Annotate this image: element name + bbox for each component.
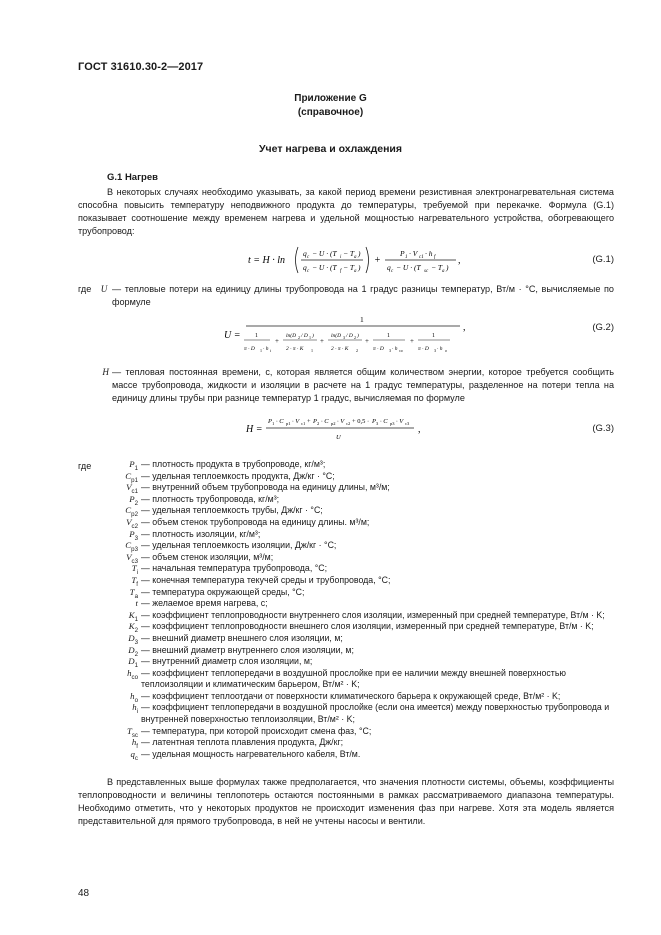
definition-symbol	[78, 726, 141, 738]
definition-row	[78, 621, 618, 633]
definition-symbol-letter: T	[131, 574, 137, 585]
svg-text:+: +	[307, 418, 311, 425]
svg-text:+: +	[410, 337, 414, 345]
svg-text:· V: · V	[396, 418, 404, 425]
where-u-paragraph	[78, 283, 614, 309]
svg-text:c1: c1	[301, 421, 306, 426]
definition-symbol	[78, 505, 141, 517]
definition-symbol-letter: h	[130, 690, 135, 701]
svg-text:P: P	[372, 418, 376, 425]
svg-text:c1: c1	[419, 255, 424, 260]
svg-text:i: i	[270, 348, 272, 353]
svg-text:co: co	[399, 348, 403, 353]
definition-text: — плотность продукта в трубопроводе, кг/м³;	[141, 459, 326, 469]
definition-row	[78, 726, 618, 738]
svg-text:π · D: π · D	[373, 346, 384, 352]
svg-text:c: c	[307, 269, 310, 274]
svg-text:2: 2	[298, 335, 300, 340]
definition-text: — объем стенок изоляции, м³/м;	[141, 551, 274, 562]
definition-symbol-letter: T	[129, 586, 135, 597]
definition-symbol	[78, 621, 141, 633]
definition-symbol-letter: K	[128, 621, 135, 632]
definition-symbol	[78, 691, 141, 703]
definition-symbol-letter: C	[125, 505, 132, 516]
definition-symbol	[78, 668, 141, 691]
svg-text:· C: · C	[380, 418, 388, 425]
definition-symbol-subscript: i	[136, 708, 138, 716]
svg-text:c: c	[307, 255, 310, 260]
definition-symbol-letter: T	[131, 563, 137, 574]
definition-symbol	[78, 563, 141, 575]
svg-text:): )	[446, 263, 449, 272]
definition-symbol-letter: P	[129, 459, 135, 469]
definition-text: — удельная теплоемкость продукта, Дж/кг · °С;	[141, 470, 335, 481]
svg-text:p3: p3	[390, 421, 395, 426]
definition-symbol	[78, 494, 141, 506]
svg-text:− U · (T: − U · (T	[396, 263, 421, 272]
svg-text:a: a	[354, 255, 357, 260]
definition-text: — желаемое время нагрева, с;	[141, 598, 268, 609]
definition-row	[78, 702, 618, 725]
definition-symbol-letter: h	[131, 737, 137, 748]
definition-symbol-subscript: 1	[134, 661, 138, 669]
where-h-row	[78, 366, 614, 405]
svg-text:a: a	[354, 269, 357, 274]
where-u-text: — тепловые потери на единицу длины трубопровода на 1 градус разницы температур, Вт/м · °С, вычисляемые по формуле	[112, 284, 614, 307]
svg-text:1: 1	[360, 315, 364, 324]
definition-row	[78, 610, 618, 622]
where-h-text: — тепловая постоянная времени, с, которая является общим количеством энергии, которое требуется сообщить массе трубопровода, жидкости и изоляции в расчете на 1 градус температуры, разделенное на потери тепла на единицу длины трубы при разнице температур 1 градус, вычисляемая по формуле	[112, 367, 614, 403]
svg-text:+: +	[374, 255, 381, 266]
svg-text:π · D: π · D	[244, 346, 255, 352]
definition-symbol	[78, 529, 141, 541]
definition-row	[78, 633, 618, 645]
svg-text:q: q	[387, 263, 391, 272]
definition-text: — удельная мощность нагревательного кабеля, Вт/м.	[141, 748, 361, 759]
definition-text: — коэффициент теплопроводности внутреннего слоя изоляции, измеренный при средней температуре, Вт/м · K;	[141, 609, 605, 620]
svg-text:− U · (T: − U · (T	[312, 263, 337, 272]
definition-symbol-letter: T	[126, 725, 132, 736]
definition-symbol-subscript: i	[136, 569, 138, 577]
svg-text:1: 1	[432, 333, 435, 339]
standard-header: ГОСТ 31610.30-2—2017	[78, 61, 204, 73]
definition-symbol-letter: K	[128, 609, 135, 620]
where-h-paragraph	[78, 366, 614, 405]
svg-text:): )	[358, 263, 361, 272]
definition-row	[78, 494, 618, 506]
definition-row	[78, 656, 618, 668]
definition-text: — внешний диаметр внутреннего слоя изоляции, м;	[141, 644, 354, 655]
definition-symbol	[78, 633, 141, 645]
definition-row	[78, 587, 618, 599]
equation-g3	[244, 412, 454, 446]
definition-symbol	[78, 575, 141, 587]
svg-text:,: ,	[458, 255, 461, 266]
definition-symbol	[78, 702, 141, 725]
svg-text:· h: · h	[392, 346, 398, 352]
definition-symbol	[78, 737, 141, 749]
svg-text:P: P	[268, 418, 272, 425]
definition-text: — температура, при которой происходит смена фаз, °С;	[141, 725, 372, 736]
definition-symbol-subscript: 1	[134, 464, 138, 472]
svg-text:1: 1	[309, 335, 311, 340]
definition-symbol-subscript: f	[136, 743, 138, 750]
definition-row	[78, 517, 618, 529]
definition-row	[78, 552, 618, 564]
svg-text:q: q	[303, 249, 307, 258]
svg-text:− T: − T	[343, 249, 355, 258]
closing-paragraph	[78, 776, 614, 828]
annex-subtitle: (справочное)	[297, 107, 364, 118]
svg-text:3: 3	[343, 335, 345, 340]
svg-text:· C: · C	[276, 418, 284, 425]
definitions-list	[78, 459, 618, 760]
svg-text:P: P	[313, 418, 317, 425]
definition-symbol	[78, 749, 141, 761]
definition-symbol	[78, 587, 141, 599]
definition-symbol	[78, 517, 141, 529]
definition-symbol-subscript: p1	[131, 476, 138, 484]
svg-text:+: +	[365, 337, 369, 345]
definition-symbol-subscript: o	[134, 696, 138, 704]
subsection-title: G.1 Нагрев	[107, 172, 158, 183]
svg-text:1: 1	[405, 255, 408, 260]
where-u-symbol: U	[100, 284, 108, 294]
definition-text: — коэффициент теплопередачи в воздушной прослойке при ее наличии между внешней поверхностью теплоизоляции и климатическим барьером, Вт/м² · K;	[141, 667, 567, 690]
svg-text:c: c	[391, 269, 394, 274]
svg-text:f: f	[340, 269, 342, 274]
definition-symbol-letter: C	[125, 470, 132, 481]
definition-symbol-letter: D	[128, 656, 135, 667]
definition-row	[78, 668, 618, 691]
definition-symbol	[78, 656, 141, 668]
svg-text:U: U	[336, 434, 341, 441]
definition-symbol-letter: h	[127, 667, 132, 678]
svg-text:− T: − T	[431, 263, 443, 272]
equation-g2-graphic	[220, 312, 480, 358]
definition-symbol-subscript: c1	[131, 487, 138, 495]
svg-text:p2: p2	[331, 421, 336, 426]
definition-symbol-letter: h	[132, 702, 137, 713]
equation-g1-graphic	[248, 240, 478, 280]
svg-text:c3: c3	[405, 421, 410, 426]
svg-text:f: f	[434, 255, 436, 260]
svg-text:i: i	[340, 255, 342, 260]
section-title: Учет нагрева и охлаждения	[258, 143, 403, 155]
definition-text: — удельная теплоемкость трубы, Дж/кг · °С;	[141, 505, 323, 516]
definition-row	[78, 563, 618, 575]
annex-title: Приложение G	[294, 93, 367, 104]
svg-text:− U · (T: − U · (T	[312, 249, 337, 258]
definition-text: — латентная теплота плавления продукта, Дж/кг;	[141, 737, 344, 748]
svg-text:): )	[358, 249, 361, 258]
definition-symbol-subscript: co	[131, 673, 138, 681]
definition-text: — коэффициент теплопередачи в воздушной прослойке (если она имеется) между поверхностью трубопровода и внутренней поверхностью теплоизоляции, Вт/м² · K;	[141, 702, 610, 725]
intro-paragraph	[78, 186, 614, 238]
svg-text:c2: c2	[346, 421, 351, 426]
definition-symbol	[78, 552, 141, 564]
svg-text:/ D: / D	[301, 333, 308, 339]
definition-symbol-subscript: c	[134, 754, 138, 762]
svg-text:p1: p1	[286, 421, 291, 426]
definition-text: — внутренний объем трубопровода на единицу длины, м³/м;	[141, 482, 390, 493]
svg-text:3: 3	[389, 348, 391, 353]
definition-row	[78, 749, 618, 761]
definition-symbol-subscript: p3	[131, 545, 138, 553]
definition-text: — коэффициент теплопроводности внешнего слоя изоляции, измеренный при средней температуре, Вт/м · K;	[141, 621, 594, 632]
definition-symbol	[78, 645, 141, 657]
equation-g2-number: (G.2)	[592, 322, 614, 333]
definition-text: — плотность трубопровода, кг/м³;	[141, 493, 280, 504]
definition-text: — внутренний диаметр слоя изоляции, м;	[141, 656, 313, 667]
definition-symbol-subscript: 2	[134, 499, 138, 507]
definition-symbol-subscript: 3	[134, 534, 138, 542]
svg-text:1: 1	[387, 333, 390, 339]
svg-text:π · D: π · D	[418, 346, 429, 352]
svg-text:,: ,	[418, 424, 421, 435]
svg-text:sc: sc	[424, 269, 429, 274]
definition-symbol-subscript: 2	[134, 627, 138, 635]
definition-symbol	[78, 610, 141, 622]
equation-g1	[248, 240, 478, 280]
equation-g3-number: (G.3)	[592, 423, 614, 434]
svg-text:1: 1	[255, 333, 258, 339]
svg-text:− T: − T	[343, 263, 355, 272]
definition-symbol-letter: D	[128, 632, 135, 643]
definition-symbol-letter: D	[128, 644, 135, 655]
definition-symbol-letter: P	[129, 528, 135, 539]
definition-text: — коэффициент теплоотдачи от поверхности климатического барьера к окружающей среде, Вт/м² · K;	[141, 690, 561, 701]
svg-text:· V: · V	[337, 418, 345, 425]
svg-text:2 · π · K: 2 · π · K	[331, 346, 349, 352]
definition-row	[78, 737, 618, 749]
definition-symbol-subscript: sc	[131, 731, 138, 739]
equation-g2	[220, 312, 480, 358]
svg-text:1: 1	[311, 348, 313, 353]
svg-text:· C: · C	[321, 418, 329, 425]
svg-text:+: +	[320, 337, 324, 345]
svg-text:1: 1	[260, 348, 262, 353]
where-h-symbol: H	[102, 367, 109, 377]
definition-text: — температура окружающей среды, °С;	[141, 586, 305, 597]
svg-text:q: q	[303, 263, 307, 272]
svg-text:2 · π · K: 2 · π · K	[286, 346, 304, 352]
definition-symbol-subscript: 2	[134, 650, 138, 658]
svg-text:t = H · ln: t = H · ln	[248, 255, 286, 266]
svg-text:2: 2	[354, 335, 356, 340]
svg-text:): )	[312, 333, 314, 339]
closing-text: В представленных выше формулах также предполагается, что значения плотности системы, объемы, коэффициенты теплопроводности и величины теплопотерь остаются постоянными в рамках рассматриваемого диапазона температуры. Необходимо отметить, что у некоторых продуктов не происходит изменения фаз при нагреве. Хотя эта модель является представительной для прямого трубопровода, в ней не учтены насосы и вентили.	[78, 777, 614, 826]
svg-text:3: 3	[434, 348, 436, 353]
svg-text:2: 2	[317, 421, 320, 426]
svg-text:,: ,	[463, 322, 466, 333]
definition-symbol-letter: t	[135, 598, 138, 609]
definition-symbol	[78, 540, 141, 552]
svg-text:· h: · h	[425, 249, 433, 258]
svg-text:· V: · V	[292, 418, 300, 425]
definition-symbol-subscript: p2	[131, 511, 138, 519]
definition-row	[78, 482, 618, 494]
definition-symbol-subscript: 3	[134, 638, 138, 646]
svg-text:1: 1	[272, 421, 275, 426]
svg-text:+: +	[275, 337, 279, 345]
definition-text: — объем стенок трубопровода на единицу длины. м³/м;	[141, 516, 370, 527]
intro-text: В некоторых случаях необходимо указывать, за какой период времени резистивная электронагревательная система способна повысить температуру неподвижного продукта до температуры, требуемой при перекачке. Формула (G.1) показывает соотношение между временем нагрева и удельной мощностью нагревательного устройства, обогревающего трубопровод:	[78, 187, 614, 236]
definition-symbol-letter: P	[129, 493, 135, 504]
definition-row	[78, 645, 618, 657]
definition-symbol-letter: C	[125, 540, 132, 551]
definition-symbol-letter: V	[126, 516, 132, 527]
definition-text: — удельная теплоемкость изоляции, Дж/кг · °С;	[141, 540, 337, 551]
svg-text:3: 3	[376, 421, 379, 426]
definition-symbol	[78, 598, 141, 610]
svg-text:): )	[357, 333, 359, 339]
where-u-row	[78, 283, 614, 309]
page-number: 48	[78, 888, 90, 899]
svg-text:2: 2	[356, 348, 358, 353]
definition-text: — плотность изоляции, кг/м³;	[141, 528, 261, 539]
definition-row	[78, 459, 618, 471]
definition-row	[78, 691, 618, 703]
svg-text:· V: · V	[409, 249, 418, 258]
equation-g3-graphic	[244, 412, 454, 446]
definition-symbol-subscript: 1	[134, 615, 138, 623]
svg-text:ln(D: ln(D	[331, 333, 342, 339]
svg-text:a: a	[442, 269, 445, 274]
definition-row	[78, 575, 618, 587]
definition-symbol-subscript: c3	[131, 557, 138, 565]
svg-text:H =: H =	[246, 424, 263, 435]
definition-row	[78, 529, 618, 541]
definition-symbol-subscript: c2	[131, 522, 138, 530]
definition-symbol-subscript: f	[136, 580, 138, 588]
definition-symbol-letter: V	[126, 482, 132, 493]
definition-text: — конечная температура текучей среды и трубопровода, °С;	[141, 574, 391, 585]
svg-text:· h: · h	[263, 346, 269, 352]
definition-symbol-letter: V	[126, 551, 132, 562]
definition-symbol-subscript: a	[134, 592, 138, 600]
definition-text: — внешний диаметр внешнего слоя изоляции, м;	[141, 632, 343, 643]
definition-symbol-letter: q	[130, 748, 135, 759]
svg-text:ln(D: ln(D	[286, 333, 297, 339]
definition-symbol	[78, 459, 141, 471]
equation-g1-number: (G.1)	[592, 254, 614, 265]
svg-text:U =: U =	[224, 330, 241, 341]
definition-row	[78, 471, 618, 483]
definition-row	[78, 505, 618, 517]
svg-text:P: P	[400, 249, 405, 258]
definition-row	[78, 598, 618, 610]
definition-symbol	[78, 482, 141, 494]
svg-text:/ D: / D	[346, 333, 353, 339]
definitions-prefix: где	[78, 461, 92, 471]
svg-text:+ 0,5 ·: + 0,5 ·	[352, 418, 370, 425]
svg-text:· h: · h	[437, 346, 443, 352]
svg-text:o: o	[445, 348, 447, 353]
where-u-prefix: где	[78, 284, 92, 294]
definition-row	[78, 540, 618, 552]
definition-text: — начальная температура трубопровода, °С;	[141, 563, 328, 574]
definition-symbol	[78, 471, 141, 483]
